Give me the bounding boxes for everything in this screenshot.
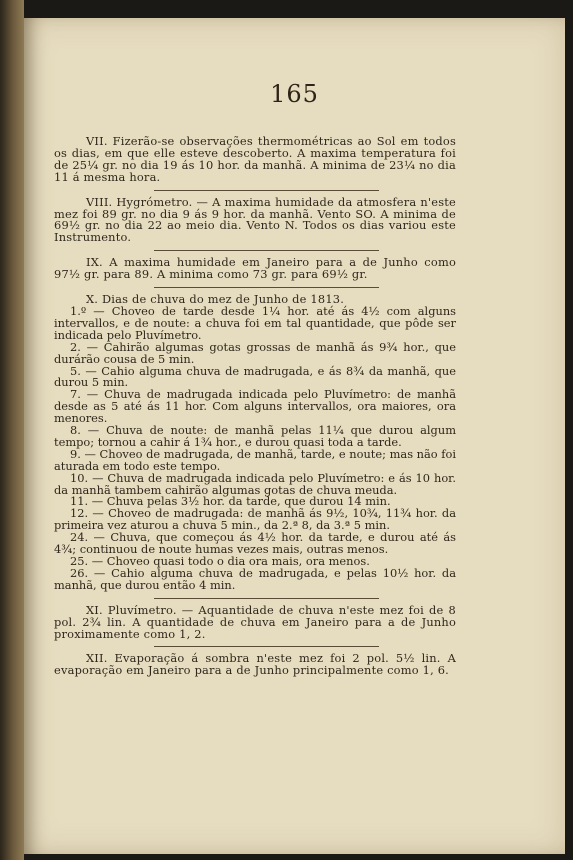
section-ix [54, 257, 456, 281]
rain-day-entry: 1.º — Choveo de tarde desde 1¼ hor. até ás 4½ com alguns intervallos, e de noute: a chuva foi em tal quantidade, que pôde ser indicada pelo Pluvímetro. [54, 303, 456, 342]
page-body [54, 136, 456, 677]
rain-day-entry: 26. — Cahio alguma chuva de madrugada, e pelas 10½ hor. da manhã, que durou então 4 min. [54, 565, 456, 592]
divider-rule [154, 287, 379, 288]
rain-day-entry: 5. — Cahio alguma chuva de madrugada, e ás 8¾ da manhã, que durou 5 min. [54, 363, 456, 390]
divider-rule [154, 190, 379, 191]
book-page [24, 18, 565, 854]
section-vii-text: VII. Fizerão-se observações thermométricas ao Sol em todos os dias, em que elle esteve descoberto. A maxima temperatura foi de 25¼ gr. no dia 19 ás 10 hor. da manhã. A minima de 23¼ no dia 11 á mesma hora. [54, 134, 456, 184]
rain-day-entry: 11. — Chuva pelas 3½ hor. da tarde, que durou 14 min. [70, 494, 391, 509]
section-xi [54, 602, 456, 641]
rain-day-entry: 8. — Chuva de noute: de manhã pelas 11¼ que durou algum tempo; tornou a cahir á 1¾ hor., e durou quasi toda a tarde. [54, 423, 456, 449]
rain-day-entry: 2. — Cahirão algumas gotas grossas de manhã ás 9¾ hor., que durárão cousa de 5 min. [54, 339, 456, 366]
book-spine-edge [0, 0, 24, 860]
section-viii [54, 194, 456, 245]
divider-rule [154, 598, 379, 599]
section-xii-text: XII. Evaporação á sombra n'este mez foi 2 pol. 5½ lin. A evaporação em Janeiro para a de Junho principalmente como 1, 6. [54, 651, 456, 678]
section-x-heading: X. Dias de chuva do mez de Junho de 1813. [86, 292, 345, 307]
divider-rule [154, 250, 379, 251]
rain-day-entry: 10. — Chuva de madrugada indicada pelo Pluvímetro: e ás 10 hor. da manhã tambem cahirão algumas gotas de chuva meuda. [54, 470, 456, 497]
rain-day-entry: 7. — Chuva de madrugada indicada pelo Pluvímetro: de manhã desde as 5 até ás 11 hor. Com alguns intervallos, ora maiores, ora menores. [54, 387, 456, 426]
page-number: 165 [270, 80, 319, 108]
section-xi-text: XI. Pluvímetro. — Aquantidade de chuva n'este mez foi de 8 pol. 2¾ lin. A quantidade de chuva em Janeiro para a de Junho proximamente como 1, 2. [54, 602, 456, 641]
rain-day-entry: 25. — Choveo quasi todo o dia ora mais, ora menos. [70, 554, 370, 568]
section-ix-text: IX. A maxima humidade em Janeiro para a de Junho como 97½ gr. para 89. A minima como 73 gr. para 69½ gr. [54, 255, 456, 282]
rain-day-entry: 12. — Choveo de madrugada: de manhã ás 9½, 10¾, 11¾ hor. da primeira vez aturou a chuva 5 min., da 2.ª 8, da 3.ª 5 min. [54, 506, 456, 533]
rain-day-entry: 24. — Chuva, que começou ás 4½ hor. da tarde, e durou até ás 4¾; continuou de noute humas vezes mais, outras menos. [54, 530, 456, 557]
section-x [54, 294, 456, 592]
section-xii [54, 653, 456, 677]
rain-day-entry: 9. — Choveo de madrugada, de manhã, tarde, e noute; mas não foi aturada em todo este tempo. [54, 446, 456, 473]
divider-rule [154, 646, 379, 647]
section-viii-text: VIII. Hygrómetro. — A maxima humidade da atmosfera n'este mez foi 89 gr. no dia 9 ás 9 hor. da manhã. Vento SO. A minima de 69½ gr. no dia 22 ao meio dia. Vento N. Todos os dias variou este Instrumento. [54, 194, 456, 245]
section-vii [54, 136, 456, 184]
